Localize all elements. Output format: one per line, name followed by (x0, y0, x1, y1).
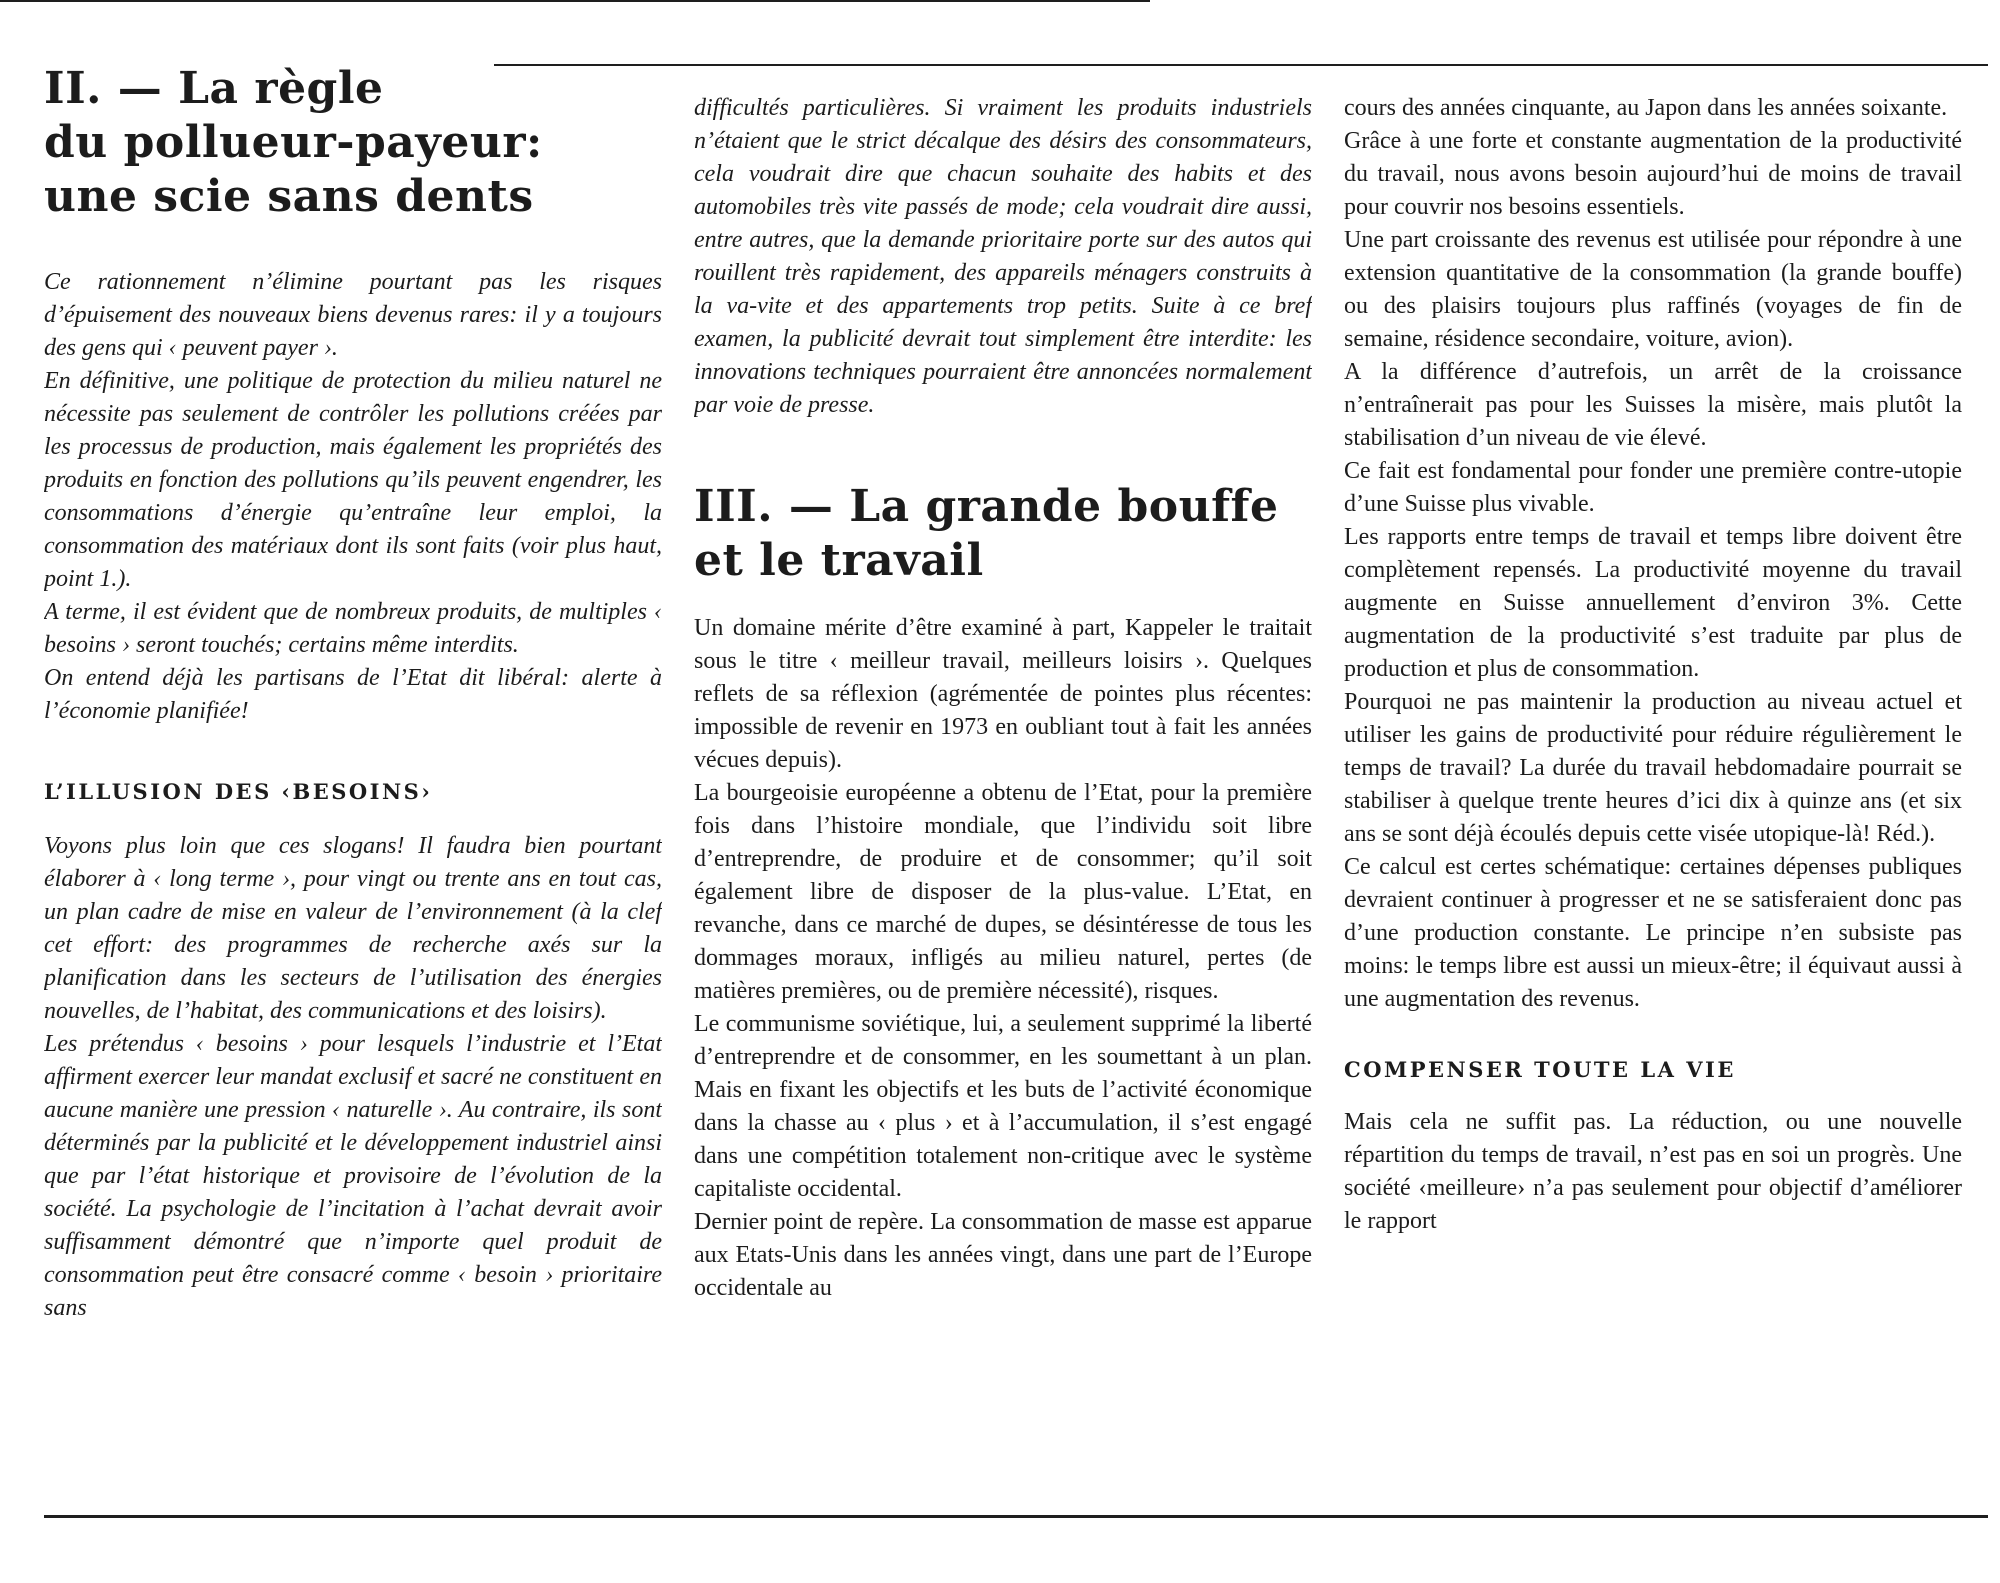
intro-paragraph: On entend déjà les partisans de l’Etat dit libéral: alerte à l’économie planifiée! (44, 665, 662, 724)
body-paragraph: Mais cela ne suffit pas. La réduction, ou une nouvelle répartition du temps de travail, n’est pas en soi un progrès. Une société ‹meilleure› n’a pas seulement pour objectif d’améliorer le rapport (1344, 1109, 1962, 1234)
subheading-illusion-besoins: L’ILLUSION DES ‹BESOINS› (44, 779, 433, 804)
body-paragraph: Voyons plus loin que ces slogans! Il faudra bien pourtant élaborer à ‹ long terme ›, pour vingt ou trente ans en tout cas, un plan cadre de mise en valeur de l’environnement (à la clef cet effort: des programmes de recherche axés sur la planification dans les secteurs de l’utilisation des énergies nouvelles, de l’habitat, des communications et des loisirs). (44, 833, 662, 1024)
title-line: du pollueur-payeur: (44, 117, 543, 168)
right-column (1344, 92, 1962, 1505)
body-paragraph: Ce calcul est certes schématique: certaines dépenses publiques devraient continuer à progresser et ne se satisferaient donc pas d’une production constante. Le principe n’en subsiste pas moins: le temps libre est aussi un mieux-être; il équivaut aussi à une augmentation des revenus. (1344, 854, 1962, 1012)
body-paragraph: Une part croissante des revenus est utilisée pour répondre à une extension quantitative de la consommation (la grande bouffe) ou des plaisirs toujours plus raffinés (voyages de fin de semaine, résidence secondaire, voiture, avion). (1344, 227, 1962, 352)
body-paragraph: Ce fait est fondamental pour fonder une première contre-utopie d’une Suisse plus vivable. (1344, 458, 1962, 517)
body-paragraph: Les rapports entre temps de travail et temps libre doivent être complètement repensés. La productivité moyenne du travail augmente en Suisse annuellement d’environ 3%. Cette augmentation de la productivité s’est traduite par plus de production et plus de consommation. (1344, 524, 1962, 682)
intro-paragraph: A terme, il est évident que de nombreux produits, de multiples ‹ besoins › seront touchés; certains même interdits. (44, 599, 662, 658)
title-line: une scie sans dents (44, 171, 534, 222)
body-paragraph: Le communisme soviétique, lui, a seulement supprimé la liberté d’entreprendre et de consommer, en les soumettant à un plan. Mais en fixant les objectifs et les buts de l’activité économique dans la chasse au ‹ plus › et à l’accumulation, il s’est engagé dans une compétition totalement non-critique avec le système capitaliste occidental. (694, 1011, 1312, 1202)
header-rule (494, 64, 1988, 66)
continued-paragraph: difficultés particulières. Si vraiment les produits industriels n’étaient que le strict décalque des désirs des consommateurs, cela voudrait dire que chacun souhaite des habits et des automobiles très vite passés de mode; cela voudrait dire aussi, entre autres, que la demande prioritaire porte sur des autos qui rouillent très rapidement, des appareils ménagers construits à la va-vite et des appartements trop petits. Suite à ce bref examen, la publicité devrait tout simplement être interdite: les innovations techniques pourraient être annoncées normalement par voie de presse. (694, 95, 1312, 418)
title-line: III. — La grande bouffe (694, 481, 1279, 532)
body-paragraph: Les prétendus ‹ besoins › pour lesquels l’industrie et l’Etat affirment exercer leur mandat exclusif et sacré ne constituent en aucune manière une pression ‹ naturelle ›. Au contraire, ils sont déterminés par la publicité et le développement industriel ainsi que par l’état historique et provisoire de l’évolution de la société. La psychologie de l’incitation à l’achat devrait avoir suffisamment démontré que n’importe quel produit de consommation peut être consacré comme ‹ besoin › prioritaire sans (44, 1031, 662, 1321)
subheading-compenser-toute-la-vie: COMPENSER TOUTE LA VIE (1344, 1057, 1736, 1082)
body-paragraph: cours des années cinquante, au Japon dans les années soixante. (1344, 95, 1948, 121)
body-paragraph: Dernier point de repère. La consommation de masse est apparue aux Etats-Unis dans les années vingt, dans une part de l’Europe occidentale au (694, 1209, 1312, 1301)
top-edge-rule (0, 0, 1150, 2)
middle-column (694, 92, 1312, 1505)
title-line: II. — La règle (44, 63, 384, 114)
body-paragraph: La bourgeoisie européenne a obtenu de l’Etat, pour la première fois dans l’histoire mondiale, que l’individu soit libre d’entreprendre, de produire et de consommer; qu’il soit également libre de disposer de la plus-value. L’Etat, en revanche, dans ce marché de dupes, se désintéresse de tous les dommages moraux, infligés au milieu naturel, pertes (de matières premières, ou de première nécessité), risques. (694, 780, 1312, 1004)
section-title-ii (44, 62, 662, 224)
left-column (44, 62, 662, 1505)
body-paragraph: Pourquoi ne pas maintenir la production au niveau actuel et utiliser les gains de productivité pour réduire régulièrement le temps de travail? La durée du travail hebdomadaire pourrait se stabiliser à quelque trente heures d’ici dix à quinze ans (et six ans se sont déjà écoulés depuis cette visée utopique-là! Réd.). (1344, 689, 1962, 847)
section-title-iii (694, 480, 1312, 588)
body-paragraph: Un domaine mérite d’être examiné à part, Kappeler le traitait sous le titre ‹ meilleur travail, meilleurs loisirs ›. Quelques reflets de sa réflexion (agrémentée de pointes plus récentes: impossible de revenir en 1973 en oubliant tout à fait les années vécues depuis). (694, 615, 1312, 773)
intro-paragraph: Ce rationnement n’élimine pourtant pas les risques d’épuisement des nouveaux biens devenus rares: il y a toujours des gens qui ‹ peuvent payer ›. (44, 269, 662, 361)
body-paragraph: Grâce à une forte et constante augmentation de la productivité du travail, nous avons besoin aujourd’hui de moins de travail pour couvrir nos besoins essentiels. (1344, 128, 1962, 220)
body-paragraph: A la différence d’autrefois, un arrêt de la croissance n’entraînerait pas pour les Suisses la misère, mais plutôt la stabilisation d’un niveau de vie élevé. (1344, 359, 1962, 451)
intro-paragraph: En définitive, une politique de protection du milieu naturel ne nécessite pas seulement de contrôler les pollutions créées par les processus de production, mais également les propriétés des produits en fonction des pollutions qu’ils peuvent engendrer, les consommations d’énergie qu’entraîne leur emploi, la consommation des matériaux dont ils sont faits (voir plus haut, point 1.). (44, 368, 662, 592)
title-line: et le travail (694, 535, 984, 586)
footer-rule (44, 1515, 1988, 1518)
